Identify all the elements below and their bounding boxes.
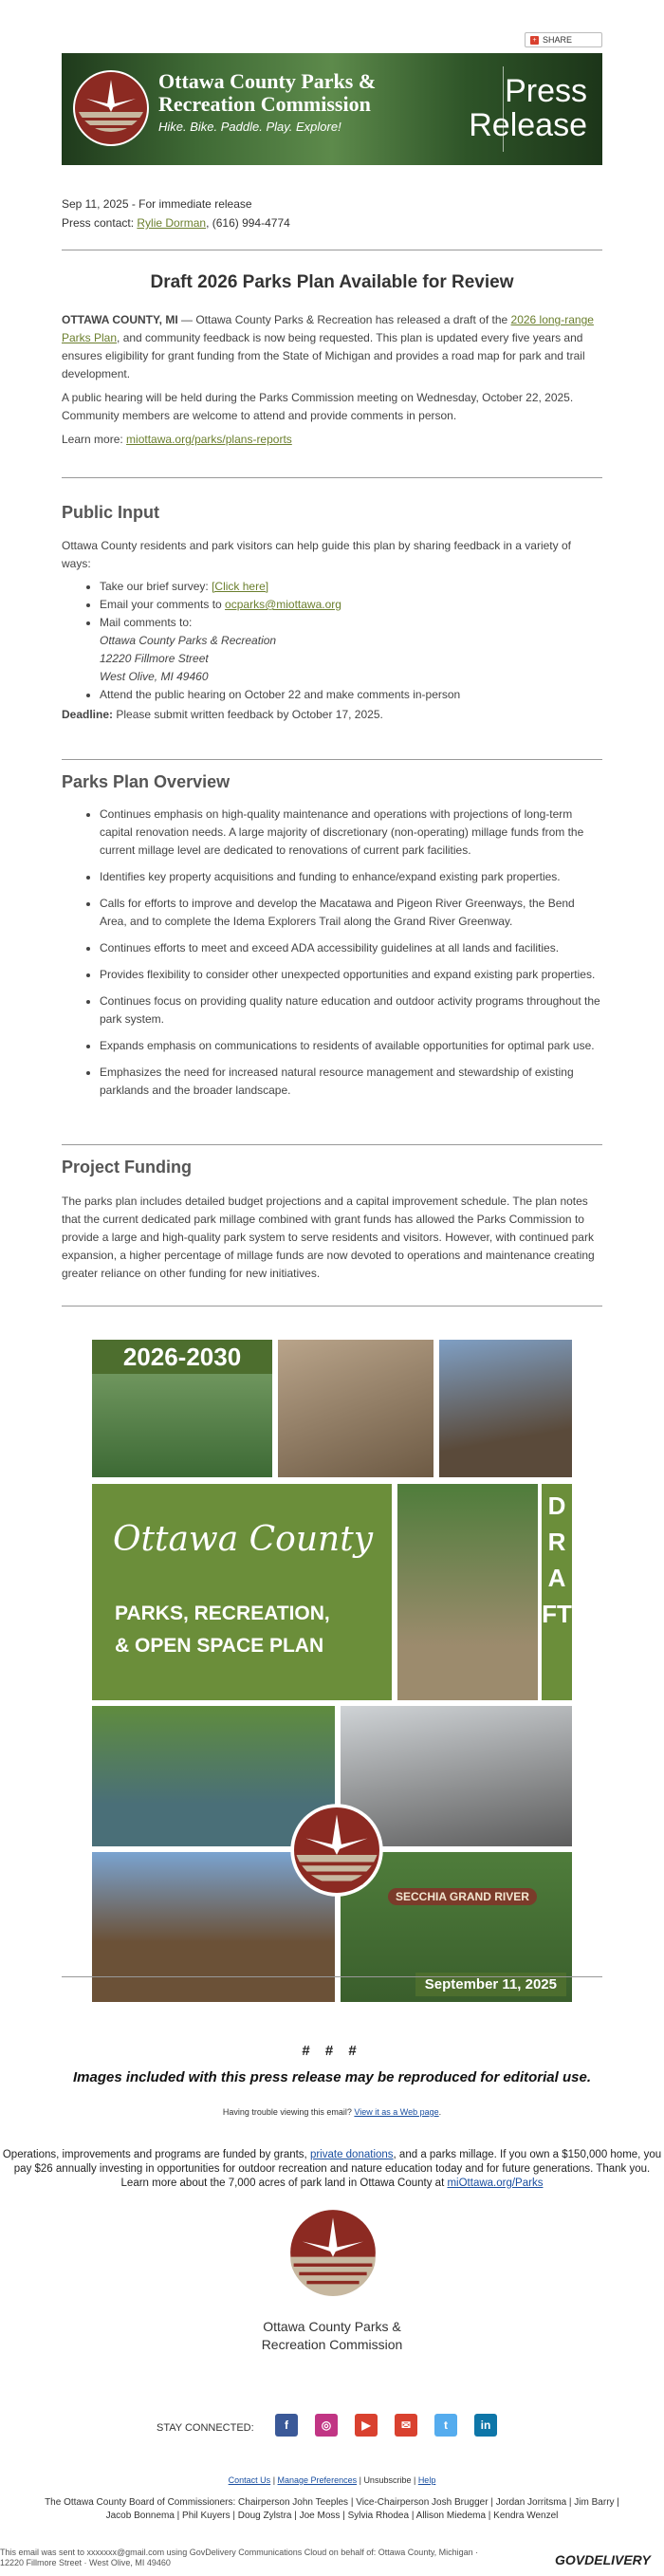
list-item bbox=[100, 596, 602, 614]
release-meta bbox=[62, 195, 290, 232]
public-input-section bbox=[62, 503, 602, 724]
email-prefix: Email your comments to bbox=[100, 598, 226, 611]
divider bbox=[62, 1976, 602, 1977]
banner-press-release bbox=[469, 74, 587, 142]
intro-text-a: — Ottawa County Parks & Recreation has released a draft of the bbox=[177, 313, 511, 326]
social-links bbox=[275, 2414, 497, 2437]
divider bbox=[62, 1306, 602, 1307]
page-title: Draft 2026 Parks Plan Available for Review bbox=[150, 272, 514, 292]
youtube-icon[interactable]: ▶ bbox=[355, 2414, 378, 2437]
learn-more-prefix: Learn more: bbox=[62, 433, 127, 446]
footer-links: Contact Us | Manage Preferences | Unsubscribe | Help bbox=[228, 2475, 436, 2485]
manage-preferences-link[interactable]: Manage Preferences bbox=[277, 2475, 358, 2485]
trouble-suffix: . bbox=[438, 2107, 442, 2117]
contact-phone: , (616) 994-4774 bbox=[206, 216, 290, 230]
view-web-link[interactable]: View it as a Web page bbox=[354, 2107, 439, 2117]
cover-county: Ottawa County bbox=[113, 1520, 374, 1559]
overview-item: • Expands emphasis on communications to residents of available opportunities for optimal park use. bbox=[100, 1037, 602, 1055]
mail-address-line2: 12220 Fillmore Street bbox=[100, 652, 209, 665]
cover-date: September 11, 2025 bbox=[415, 1973, 566, 1996]
list-item bbox=[100, 614, 602, 686]
funding-footer bbox=[0, 2148, 664, 2191]
dateline: OTTAWA COUNTY, MI bbox=[62, 313, 178, 326]
help-link[interactable]: Help bbox=[417, 2475, 436, 2485]
footer-org-line2: Recreation Commission bbox=[261, 2337, 403, 2352]
share-button[interactable] bbox=[525, 32, 602, 47]
board-line1: The Ottawa County Board of Commissioners: Chairperson John Teeples | Vice-Chairperson Josh Brugger | Jordan Jorritsma | Jim Barry | bbox=[45, 2497, 619, 2508]
miottawa-parks-link[interactable]: miOttawa.org/Parks bbox=[447, 2178, 544, 2189]
overview-section bbox=[62, 772, 602, 1108]
cover-logo-icon bbox=[289, 1803, 384, 1898]
parks-logo-icon bbox=[73, 70, 149, 146]
intro-paragraph bbox=[62, 311, 602, 383]
divider bbox=[62, 759, 602, 760]
sent-line1: This email was sent to xxxxxxx@gmail.com using GovDelivery Communications Cloud on behalf of: Ottawa County, Michigan · bbox=[0, 2548, 479, 2557]
contact-prefix: Press contact: bbox=[62, 216, 138, 230]
funding-heading: Project Funding bbox=[62, 1158, 192, 1177]
mail-label: Mail comments to: bbox=[100, 616, 193, 629]
banner-org-name bbox=[158, 70, 376, 116]
survey-link[interactable]: [Click here] bbox=[212, 580, 269, 593]
overview-item: • Calls for efforts to improve and develop the Macatawa and Pigeon River Greenways, the Bend Area, and to complete the Idema Explorers Trail along the Grand River Greenway. bbox=[100, 895, 602, 931]
banner-org-line2: Recreation Commission bbox=[158, 92, 371, 116]
email-link[interactable]: ocparks@miottawa.org bbox=[225, 598, 341, 611]
board-line2: Jacob Bonnema | Phil Kuyers | Doug Zylstra | Joe Moss | Sylvia Rhodea | Allison Miedema | Kendra Wenzel bbox=[105, 2511, 559, 2521]
survey-prefix: Take our brief survey: bbox=[100, 580, 212, 593]
twitter-icon[interactable]: t bbox=[434, 2414, 457, 2437]
overview-item: • Continues efforts to meet and exceed ADA accessibility guidelines at all lands and facilities. bbox=[100, 939, 602, 957]
funded-text-a: Operations, improvements and programs are funded by grants, bbox=[2, 2149, 310, 2160]
eagle-nest-photo bbox=[439, 1340, 572, 1477]
divider bbox=[62, 1144, 602, 1145]
instagram-icon[interactable]: ◎ bbox=[315, 2414, 338, 2437]
sent-notice bbox=[0, 2548, 478, 2568]
overview-list bbox=[62, 806, 602, 1100]
stay-connected-label: STAY CONNECTED: bbox=[157, 2422, 254, 2434]
learn-more bbox=[62, 431, 602, 449]
footer-org-line1: Ottawa County Parks & bbox=[263, 2319, 401, 2334]
view-web-notice bbox=[0, 2107, 664, 2117]
footer-org-name bbox=[0, 2318, 664, 2354]
govdelivery-logo: GOVDELIVERY bbox=[555, 2552, 651, 2567]
plan-cover-image bbox=[92, 1340, 572, 2002]
overview-item: • Continues focus on providing quality nature education and outdoor activity programs throughout the park system. bbox=[100, 992, 602, 1029]
deadline-text: Please submit written feedback by October 17, 2025. bbox=[113, 708, 383, 721]
beach-photo bbox=[278, 1340, 433, 1477]
learn-more-link[interactable]: miottawa.org/parks/plans-reports bbox=[126, 433, 292, 446]
overview-item: • Continues emphasis on high-quality maintenance and operations with projections of long-term capital renovation needs. A large majority of discretionary (non-operating) millage funds from the current millage level are dedicated to renovations of current park facilities. bbox=[100, 806, 602, 860]
funded-text-b: , and a parks millage. If you own a $150,000 home, you pay $26 annually investing in opportunities for outdoor recreation and nature education today and for future generations. Thank you. Learn more about the 7,000 acres of park land in Ottawa County at bbox=[13, 2149, 662, 2189]
deadline bbox=[62, 706, 602, 724]
share-icon: + bbox=[530, 36, 539, 45]
press-release-banner bbox=[62, 53, 602, 165]
cover-sign: SECCHIA GRAND RIVER bbox=[388, 1888, 537, 1905]
cover-plan-line2: & OPEN SPACE PLAN bbox=[115, 1635, 324, 1657]
contact-name-link[interactable]: Rylie Dorman bbox=[137, 216, 207, 230]
funding-section bbox=[62, 1158, 602, 1283]
press-contact bbox=[62, 213, 290, 232]
board-of-commissioners bbox=[0, 2496, 664, 2523]
facebook-icon[interactable]: f bbox=[275, 2414, 298, 2437]
share-label: SHARE bbox=[543, 35, 573, 45]
intro-text-b: , and community feedback is now being requested. This plan is updated every five years and ensures eligibility for grant funding from the State of Michigan and provides a road map for park and trail development. bbox=[62, 331, 585, 380]
public-input-lead: Ottawa County residents and park visitors can help guide this plan by sharing feedback in a variety of ways: bbox=[62, 539, 571, 570]
banner-tagline: Hike. Bike. Paddle. Play. Explore! bbox=[158, 120, 341, 134]
banner-org-line1: Ottawa County Parks & bbox=[158, 69, 377, 93]
parks-plan-link[interactable]: 2026 long-range Parks Plan bbox=[62, 313, 594, 344]
editorial-note: Images included with this press release may be reproduced for editorial use. bbox=[72, 2069, 591, 2085]
mail-address-line3: West Olive, MI 49460 bbox=[100, 670, 209, 683]
hearing-paragraph: A public hearing will be held during the Parks Commission meeting on Wednesday, October 22, 2025. Community members are welcome to attend and provide comments in person. bbox=[62, 391, 574, 422]
cover-plan-name bbox=[115, 1598, 330, 1662]
email-icon[interactable]: ✉ bbox=[395, 2414, 417, 2437]
sent-line2: 12220 Fillmore Street · West Olive, MI 49460 bbox=[0, 2558, 171, 2567]
private-donations-link[interactable]: private donations bbox=[309, 2149, 394, 2160]
plan-title-panel bbox=[92, 1484, 392, 1700]
trouble-prefix: Having trouble viewing this email? bbox=[222, 2107, 355, 2117]
list-item: • Attend the public hearing on October 22 and make comments in-person bbox=[100, 686, 602, 704]
public-input-heading: Public Input bbox=[62, 503, 159, 522]
unsubscribe-link[interactable]: Unsubscribe bbox=[363, 2475, 412, 2485]
footer-logo-icon bbox=[289, 2209, 377, 2296]
cover-draft: DRAFT bbox=[542, 1484, 572, 1700]
overview-item: • Identifies key property acquisitions and funding to enhance/expand existing park properties. bbox=[100, 868, 602, 886]
linkedin-icon[interactable]: in bbox=[474, 2414, 497, 2437]
banner-release: Release bbox=[469, 107, 587, 143]
input-methods-list bbox=[62, 578, 602, 704]
cover-plan-line1: PARKS, RECREATION, bbox=[115, 1603, 330, 1624]
intro-section bbox=[62, 311, 602, 449]
funding-text: The parks plan includes detailed budget projections and a capital improvement schedule. The plan notes that the current dedicated park millage combined with grant funds has allowed the Parks Commission to provide a large and high-quality park system to serve residents and visitors. However, with continued park expansion, a higher percentage of millage funds are now devoted to operations and maintenance creating greater reliance on other funding for new initiatives. bbox=[62, 1195, 595, 1280]
divider bbox=[62, 477, 602, 478]
release-date: Sep 11, 2025 - For immediate release bbox=[62, 197, 252, 211]
end-marks: # # # bbox=[302, 2043, 362, 2059]
banner-press: Press bbox=[505, 73, 587, 109]
deadline-label: Deadline: bbox=[62, 708, 114, 721]
contact-us-link[interactable]: Contact Us bbox=[228, 2475, 271, 2485]
cover-years: 2026-2030 bbox=[92, 1340, 272, 1374]
archery-photo bbox=[92, 1340, 272, 1477]
overview-heading: Parks Plan Overview bbox=[62, 772, 231, 791]
boardwalk-photo bbox=[397, 1484, 538, 1700]
overview-item: • Emphasizes the need for increased natural resource management and stewardship of existing parklands and the broader landscape. bbox=[100, 1064, 602, 1100]
overview-item: • Provides flexibility to consider other unexpected opportunities and expand existing park properties. bbox=[100, 966, 602, 984]
mail-address-line1: Ottawa County Parks & Recreation bbox=[100, 634, 277, 647]
list-item bbox=[100, 578, 602, 596]
